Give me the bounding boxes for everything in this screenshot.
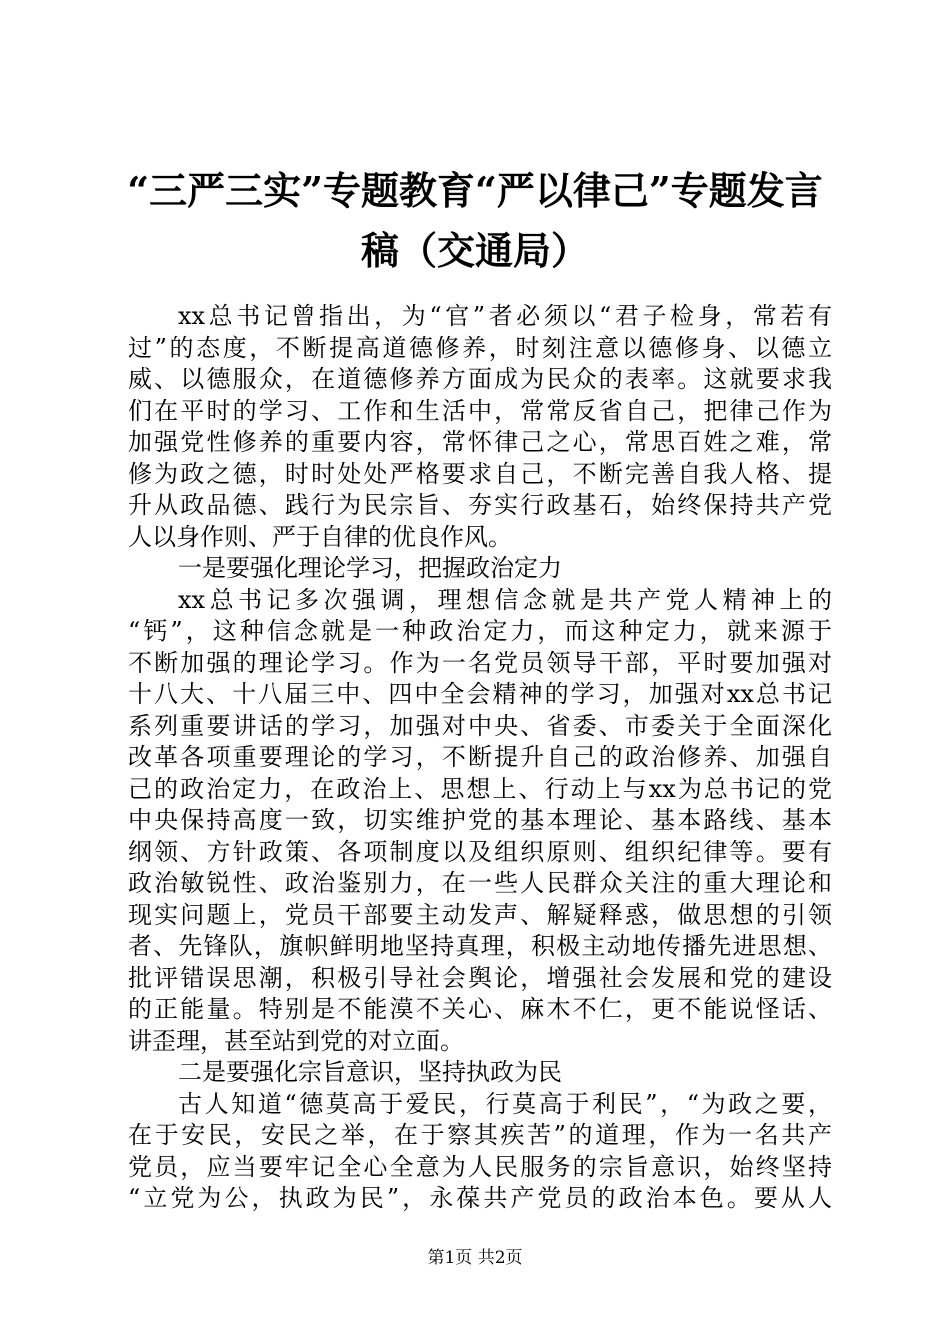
document-body: [128, 301, 832, 1215]
body-line: 古人知道“德莫高于爱民，行莫高于利民”，“为政之要，: [178, 1089, 832, 1118]
document-title-line-1: “三严三实”专题教育“严以律己”专题发言: [127, 168, 823, 213]
body-line: 系列重要讲话的学习，加强对中央、省委、市委关于全面深化: [128, 711, 832, 740]
body-line: 党员，应当要牢记全心全意为人民服务的宗旨意识，始终坚持: [128, 1152, 832, 1181]
body-line: 过”的态度，不断提高道德修养，时刻注意以德修身、以德立: [128, 333, 832, 362]
body-line: 的正能量。特别是不能漠不关心、麻木不仁，更不能说怪话、: [128, 995, 832, 1023]
body-line: 修为政之德，时时处处严格要求自己，不断完善自我人格、提: [128, 459, 832, 488]
body-line: 纲领、方针政策、各项制度以及组织原则、组织纪律等。要有: [128, 837, 832, 866]
body-line: 中央保持高度一致，切实维护党的基本理论、基本路线、基本: [128, 806, 832, 834]
body-line: 现实问题上，党员干部要主动发声、解疑释惑，做思想的引领: [128, 900, 832, 929]
body-line: 人以身作则、严于自律的优良作风。: [128, 522, 512, 551]
section-heading: 二是要强化宗旨意识，坚持执政为民: [178, 1058, 562, 1086]
body-line: 政治敏锐性、政治鉴别力，在一些人民群众关注的重大理论和: [128, 869, 832, 897]
document-title-line-2: 稿（交通局）: [360, 228, 589, 273]
body-line: 们在平时的学习、工作和生活中，常常反省自己，把律己作为: [128, 396, 832, 425]
body-line: xx总书记曾指出，为“官”者必须以“君子检身，常若有: [178, 302, 832, 330]
body-line: xx总书记多次强调，理想信念就是共产党人精神上的: [178, 585, 832, 614]
body-line: “立党为公，执政为民”，永葆共产党员的政治本色。要从人: [128, 1184, 832, 1212]
body-line: 在于安民，安民之举，在于察其疾苦”的道理，作为一名共产: [128, 1121, 832, 1149]
body-line: 批评错误思潮，积极引导社会舆论，增强社会发展和党的建设: [128, 963, 832, 992]
body-line: “钙”，这种信念就是一种政治定力，而这种定力，就来源于: [128, 617, 832, 645]
body-line: 加强党性修养的重要内容，常怀律己之心，常思百姓之难，常: [128, 428, 832, 456]
body-line: 十八大、十八届三中、四中全会精神的学习，加强对xx总书记: [128, 680, 832, 708]
body-line: 升从政品德、践行为民宗旨、夯实行政基石，始终保持共产党: [128, 491, 832, 519]
body-line: 不断加强的理论学习。作为一名党员领导干部，平时要加强对: [128, 648, 832, 677]
body-line: 者、先锋队，旗帜鲜明地坚持真理，积极主动地传播先进思想、: [128, 932, 832, 960]
body-line: 讲歪理，甚至站到党的对立面。: [128, 1026, 464, 1055]
body-line: 改革各项重要理论的学习，不断提升自己的政治修养、加强自: [128, 743, 832, 771]
page-footer: 第1页 共2页: [427, 1248, 523, 1268]
body-line: 威、以德服众，在道德修养方面成为民众的表率。这就要求我: [128, 365, 832, 393]
section-heading: 一是要强化理论学习，把握政治定力: [178, 554, 562, 582]
body-line: 己的政治定力，在政治上、思想上、行动上与xx为总书记的党: [128, 774, 832, 803]
